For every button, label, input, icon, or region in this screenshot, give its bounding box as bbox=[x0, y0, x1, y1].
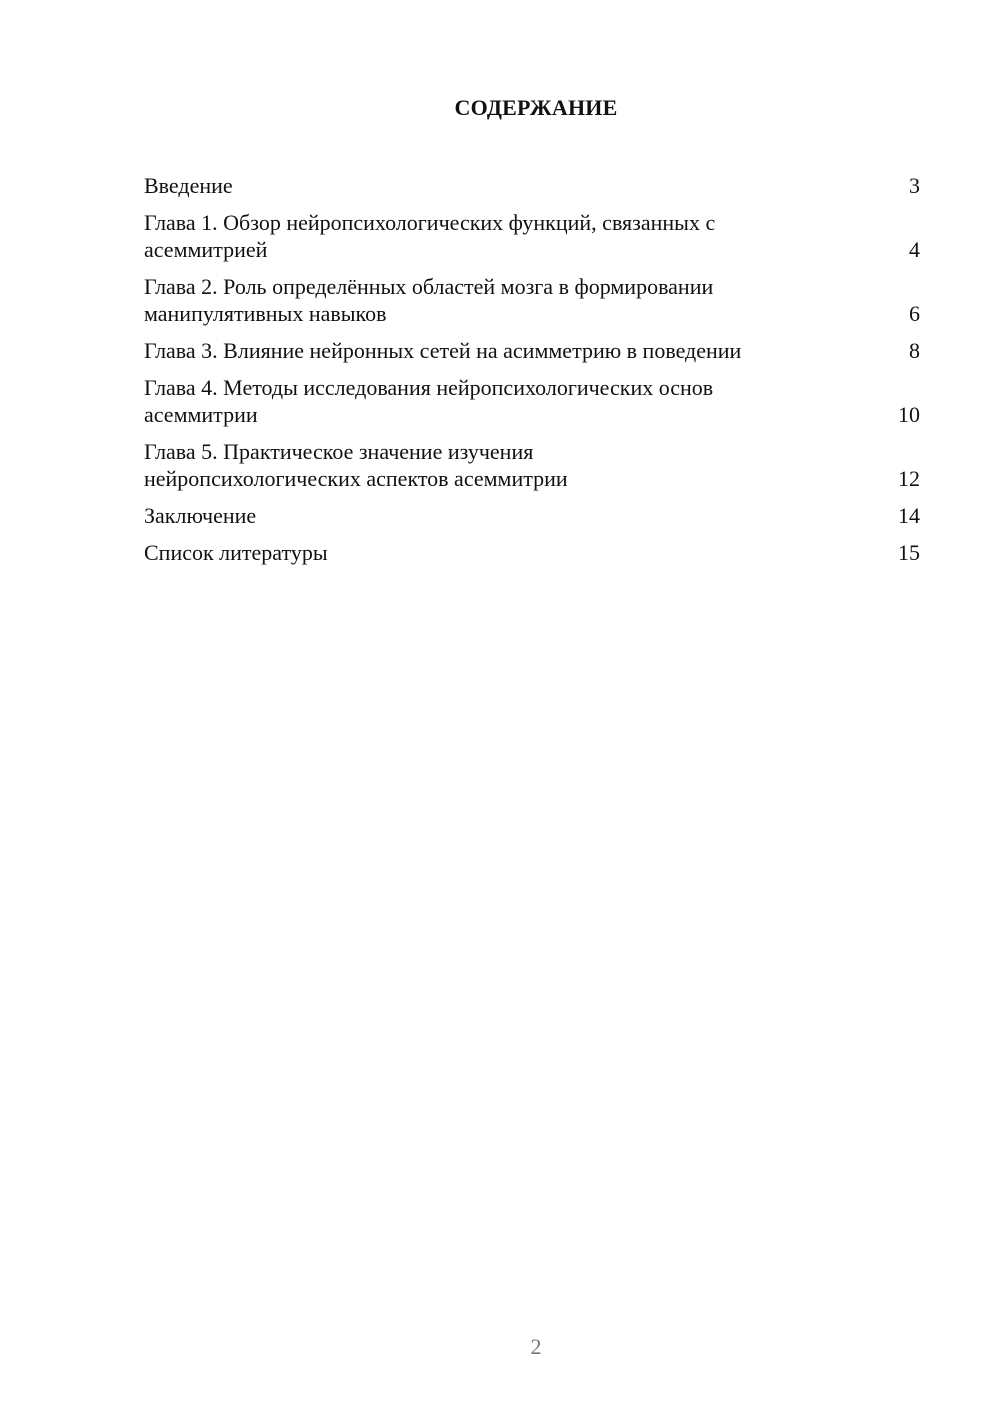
toc-entry-line: асеммитрией bbox=[144, 237, 268, 262]
toc-entry-page-number: 15 bbox=[898, 540, 920, 565]
toc-entry-page-number: 6 bbox=[909, 301, 920, 326]
toc-entry-page-number: 3 bbox=[909, 173, 920, 198]
toc-entry-line: Введение bbox=[144, 173, 233, 198]
toc-title: СОДЕРЖАНИЕ bbox=[454, 95, 618, 120]
toc-entry-line: Глава 4. Методы исследования нейропсихологических основ bbox=[144, 375, 714, 400]
toc-entry-text bbox=[144, 209, 890, 263]
toc-entry-chapter-2 bbox=[144, 273, 920, 327]
toc-entry-page-number: 10 bbox=[898, 402, 920, 427]
toc-entry-introduction bbox=[144, 172, 920, 199]
toc-entry-line: Глава 3. Влияние нейронных сетей на асимметрию в поведении bbox=[144, 338, 742, 363]
toc-entry-text bbox=[144, 337, 890, 364]
toc-entry-page-number: 12 bbox=[898, 466, 920, 491]
toc-entry-line: Заключение bbox=[144, 503, 257, 528]
toc-entry-chapter-1 bbox=[144, 209, 920, 263]
toc-entry-line: Глава 2. Роль определённых областей мозга в формировании bbox=[144, 274, 714, 299]
toc-entry-text bbox=[144, 172, 890, 199]
toc-entry-line: манипулятивных навыков bbox=[144, 301, 387, 326]
toc-entry-chapter-3 bbox=[144, 337, 920, 364]
toc-entry-chapter-5 bbox=[144, 438, 920, 492]
toc-entry-chapter-4 bbox=[144, 374, 920, 428]
toc-entry-text bbox=[144, 374, 890, 428]
toc-entry-page-number: 8 bbox=[909, 338, 920, 363]
toc-entry-line: нейропсихологических аспектов асеммитрии bbox=[144, 466, 568, 491]
toc-entry-text bbox=[144, 539, 890, 566]
toc-entry-line: Список литературы bbox=[144, 540, 328, 565]
page-number: 2 bbox=[530, 1334, 542, 1359]
toc-list bbox=[144, 172, 920, 576]
toc-entry-line: асеммитрии bbox=[144, 402, 258, 427]
toc-entry-text bbox=[144, 438, 890, 492]
toc-entry-text bbox=[144, 502, 890, 529]
toc-entry-line: Глава 5. Практическое значение изучения bbox=[144, 439, 534, 464]
toc-entry-page-number: 14 bbox=[898, 503, 920, 528]
toc-entry-text bbox=[144, 273, 890, 327]
toc-entry-line: Глава 1. Обзор нейропсихологических функций, связанных с bbox=[144, 210, 716, 235]
toc-entry-page-number: 4 bbox=[909, 237, 920, 262]
toc-entry-references bbox=[144, 539, 920, 566]
toc-entry-conclusion bbox=[144, 502, 920, 529]
